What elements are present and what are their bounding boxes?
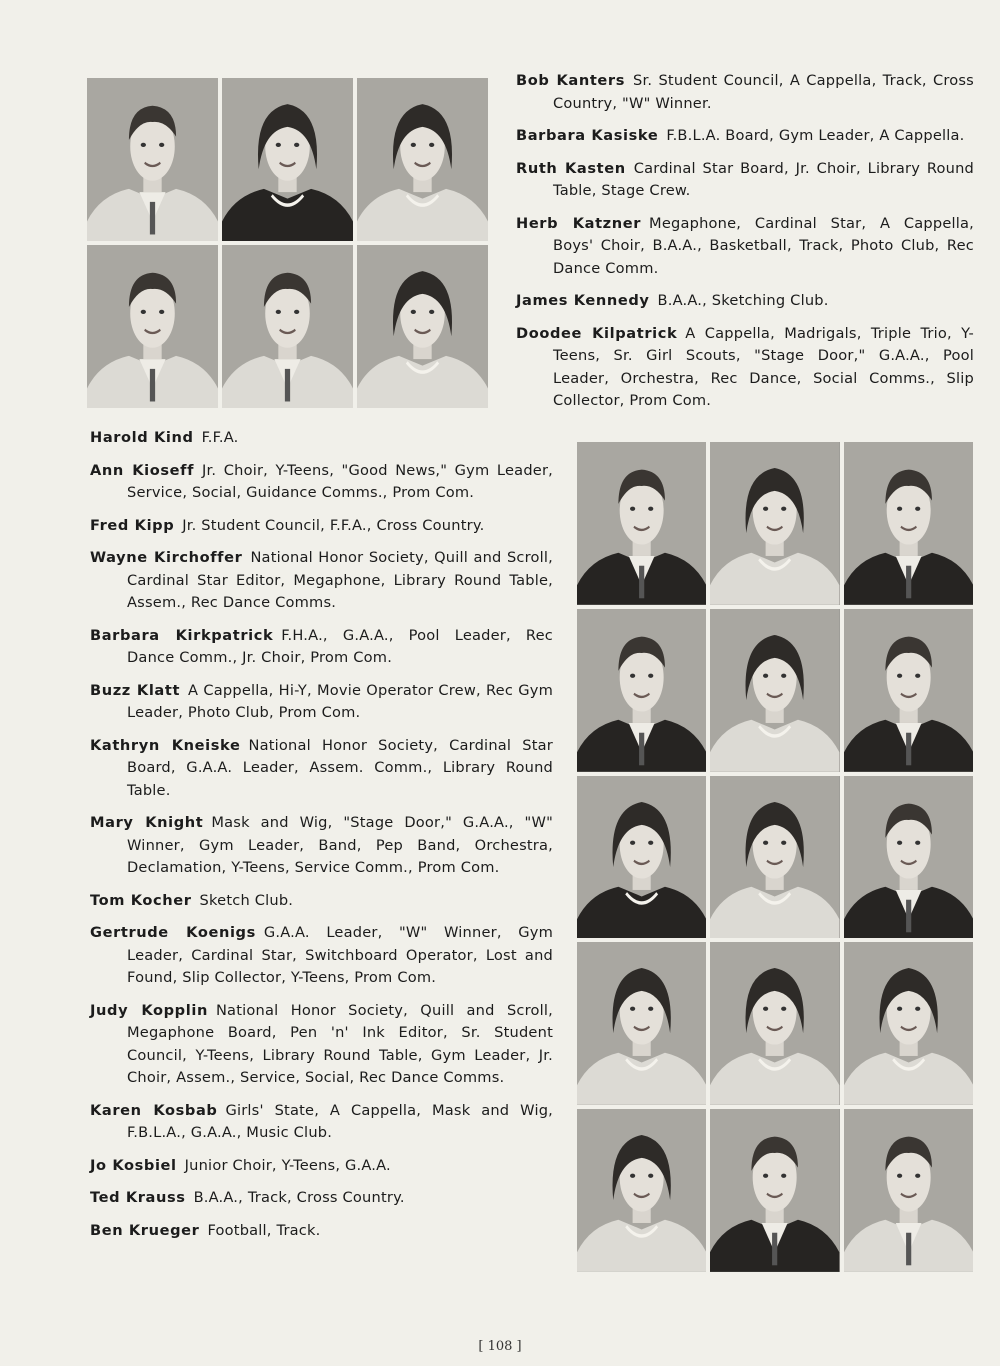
student-name: Ben Krueger [90,1221,200,1239]
top-grid-portrait-photo [357,78,488,241]
student-activities: Sr. Student Council, A Cappella, Track, Cross Country, "W" Winner. [553,72,974,112]
student-activities: A Cappella, Hi-Y, Movie Operator Crew, Rec Gym Leader, Photo Club, Prom Com. [127,681,553,721]
student-entry [90,680,553,725]
student-name: Ruth Kasten [516,159,626,177]
right-grid-portrait-photo [710,776,839,939]
left-entry-list [90,427,553,1252]
right-grid-portrait-photo [710,442,839,605]
student-name: Karen Kosbab [90,1101,218,1119]
student-activities: Junior Choir, Y-Teens, G.A.A. [184,1156,391,1174]
right-grid-portrait-photo [710,942,839,1105]
top-grid-portrait-photo [357,245,488,408]
student-activities: B.A.A., Sketching Club. [657,292,829,309]
student-activities: G.A.A. Leader, "W" Winner, Gym Leader, Cardinal Star, Switchboard Operator, Lost and Found, Slip Collector, Y-Teens, Prom Com. [127,924,553,986]
right-grid-portrait-photo [577,1109,706,1272]
student-activities: Cardinal Star Board, Jr. Choir, Library Round Table, Stage Crew. [553,159,975,199]
right-grid-portrait-photo [577,776,706,939]
student-name: James Kennedy [516,292,650,309]
student-name: Tom Kocher [90,891,192,909]
student-activities: F.H.A., G.A.A., Pool Leader, Rec Dance Comm., Jr. Choir, Prom Com. [127,626,553,666]
student-name: Barbara Kirkpatrick [90,626,274,644]
right-photo-grid [577,442,973,1272]
student-entry [90,515,553,538]
student-name: Barbara Kasiske [516,127,659,144]
student-name: Ann Kioseff [90,461,195,479]
student-name: Gertrude Koenigs [90,924,256,941]
student-name: Harold Kind [90,429,194,446]
student-activities: Girls' State, A Cappella, Mask and Wig, F.B.L.A., G.A.A., Music Club. [127,1101,554,1141]
right-grid-portrait-photo [844,442,973,605]
student-name: Ted Krauss [90,1189,186,1206]
top-grid-portrait-photo [222,245,353,408]
student-activities: National Honor Society, Quill and Scroll, Cardinal Star Editor, Megaphone, Library Round Table, Assem., Rec Dance Comms. [127,549,553,611]
top-grid-portrait-photo [87,245,218,408]
right-grid-portrait-photo [844,942,973,1105]
student-activities: Mask and Wig, "Stage Door," G.A.A., "W" Winner, Gym Leader, Band, Pep Band, Orchestra, Declamation, Y-Teens, Service Comm., Prom Com. [127,814,553,876]
student-activities: National Honor Society, Quill and Scroll, Megaphone Board, Pen 'n' Ink Editor, Sr. Student Council, Y-Teens, Library Round Table, Gym Leader, Jr. Choir, Assem., Service, Social, Rec Dance Comms. [127,1001,553,1086]
student-activities: Football, Track. [207,1221,321,1239]
top-grid-portrait-photo [222,78,353,241]
student-entry [90,427,553,450]
student-entry [90,1155,553,1178]
student-entry [90,625,553,670]
right-grid-portrait-photo [710,1109,839,1272]
student-entry [90,1187,553,1210]
student-name: Fred Kipp [90,516,175,534]
student-name: Buzz Klatt [90,681,181,699]
student-name: Kathryn Kneiske [90,736,241,754]
student-entry [90,735,553,803]
student-activities: Jr. Student Council, F.F.A., Cross Country. [182,516,485,534]
student-name: Doodee Kilpatrick [516,324,678,342]
student-entry [516,125,974,148]
right-grid-portrait-photo [844,1109,973,1272]
student-entry [516,290,974,313]
student-activities: National Honor Society, Cardinal Star Board, G.A.A. Leader, Assem. Comm., Library Round Table. [127,736,553,799]
right-grid-portrait-photo [844,776,973,939]
student-entry [90,922,553,990]
right-grid-portrait-photo [577,442,706,605]
student-entry [516,323,974,413]
student-name: Herb Katzner [516,214,642,232]
student-name: Bob Kanters [516,72,626,89]
student-entry [516,158,974,203]
right-grid-portrait-photo [577,942,706,1105]
student-activities: F.F.A. [201,429,239,446]
student-name: Mary Knight [90,814,204,831]
student-activities: Jr. Choir, Y-Teens, "Good News," Gym Leader, Service, Social, Guidance Comms., Prom Com. [127,461,553,501]
student-entry [90,1100,553,1145]
student-activities: B.A.A., Track, Cross Country. [193,1189,405,1206]
student-entry [90,890,553,913]
student-name: Wayne Kirchoffer [90,549,243,566]
student-entry [90,1000,553,1090]
student-activities: Megaphone, Cardinal Star, A Cappella, Boys' Choir, B.A.A., Basketball, Track, Photo Club, Rec Dance Comm. [553,214,974,277]
student-activities: F.B.L.A. Board, Gym Leader, A Cappella. [666,127,965,144]
student-name: Jo Kosbiel [90,1156,177,1174]
top-grid-portrait-photo [87,78,218,241]
student-entry [90,812,553,880]
top-photo-grid [87,78,488,408]
student-entry [516,213,974,281]
student-entry [90,460,553,505]
top-right-entry-list [516,70,974,423]
student-name: Judy Kopplin [90,1001,208,1019]
student-entry [90,1220,553,1243]
student-entry [90,547,553,615]
page-number: [ 108 ] [478,1339,522,1354]
student-activities: A Cappella, Madrigals, Triple Trio, Y-Teens, Sr. Girl Scouts, "Stage Door," G.A.A., Pool Leader, Orchestra, Rec Dance, Social Comms., Slip Collector, Prom Com. [553,324,974,409]
student-entry [516,70,974,115]
right-grid-portrait-photo [844,609,973,772]
right-grid-portrait-photo [577,609,706,772]
right-grid-portrait-photo [710,609,839,772]
student-activities: Sketch Club. [199,891,294,909]
